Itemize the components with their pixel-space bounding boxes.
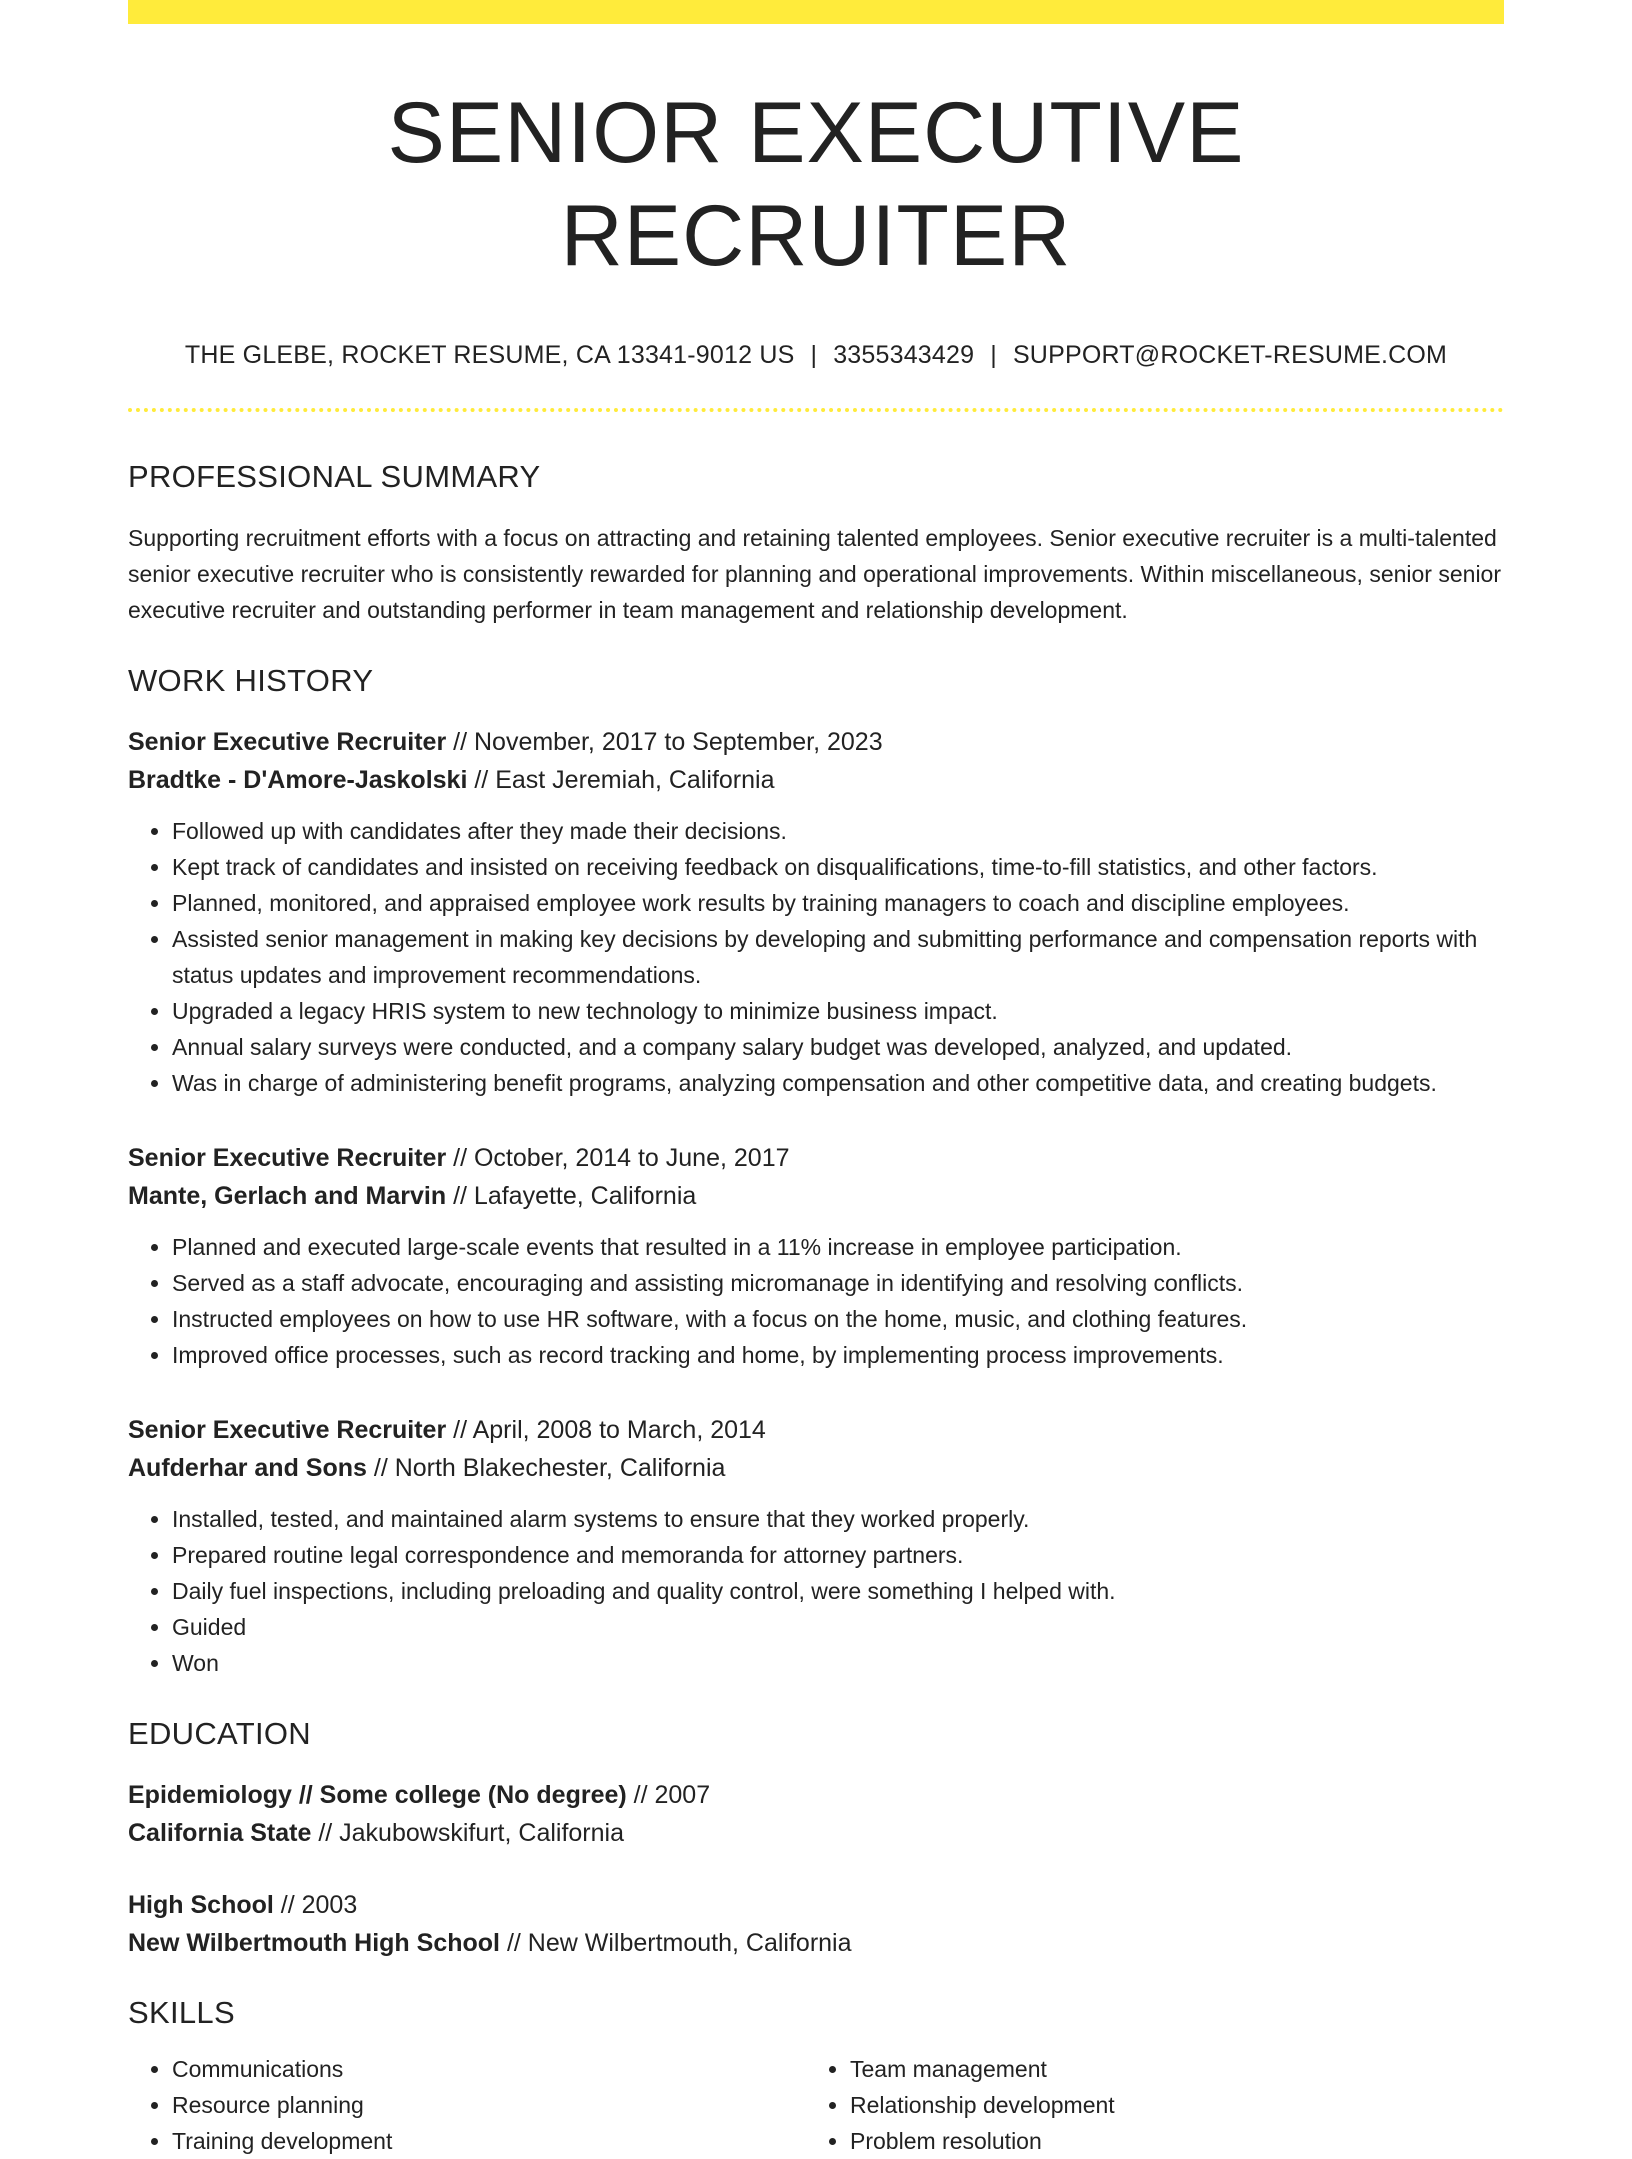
skill-item: • Communications [172, 2051, 806, 2087]
skill-item: • Relationship development [850, 2087, 1484, 2123]
job-bullet: • Daily fuel inspections, including preloading and quality control, were something I helped with. [172, 1573, 1504, 1609]
education-school-line [128, 1814, 1504, 1852]
job-bullet: • Won [172, 1645, 1504, 1681]
job-bullet: • Planned and executed large-scale events that resulted in a 11% increase in employee participation. [172, 1229, 1504, 1265]
job-bullets [128, 1501, 1504, 1681]
skill-item: • Training development [172, 2123, 806, 2159]
job-title-line [128, 1411, 1504, 1449]
job-role: Senior Executive Recruiter [128, 1143, 447, 1172]
job-company: Aufderhar and Sons [128, 1453, 367, 1482]
job-location: // East Jeremiah, California [467, 765, 775, 794]
accent-top-bar [128, 0, 1504, 24]
skills-list [128, 2051, 806, 2159]
skills-column-left [128, 2051, 806, 2159]
resume-page [128, 0, 1504, 2159]
education-entry [128, 1886, 1504, 1962]
contact-separator: | [990, 341, 997, 370]
education-degree-line [128, 1776, 1504, 1814]
skill-item: • Resource planning [172, 2087, 806, 2123]
job-role: Senior Executive Recruiter [128, 1415, 447, 1444]
education-year: // 2003 [273, 1890, 358, 1919]
job-bullets [128, 813, 1504, 1101]
job-role: Senior Executive Recruiter [128, 727, 447, 756]
education-degree: Epidemiology // Some college (No degree) [128, 1780, 627, 1809]
skills-grid [128, 2051, 1504, 2159]
job-bullet: • Planned, monitored, and appraised employee work results by training managers to coach and discipline employees. [172, 885, 1504, 921]
skills-column-right [806, 2051, 1484, 2159]
job-bullet: • Assisted senior management in making key decisions by developing and submitting performance and compensation reports with status updates and improvement recommendations. [172, 921, 1504, 993]
summary-heading: PROFESSIONAL SUMMARY [128, 459, 541, 495]
job-dates: // April, 2008 to March, 2014 [446, 1415, 766, 1444]
job-dates: // October, 2014 to June, 2017 [446, 1143, 790, 1172]
job-bullet: • Served as a staff advocate, encouraging and assisting micromanage in identifying and resolving conflicts. [172, 1265, 1504, 1301]
job-bullet: • Annual salary surveys were conducted, and a company salary budget was developed, analyzed, and updated. [172, 1029, 1504, 1065]
contact-address: THE GLEBE, ROCKET RESUME, CA 13341-9012 US [184, 341, 795, 370]
education-heading: EDUCATION [128, 1715, 311, 1751]
job-bullet: • Guided [172, 1609, 1504, 1645]
job-company: Bradtke - D'Amore-Jaskolski [128, 765, 468, 794]
job-company-line [128, 1177, 1504, 1215]
job-title-line [128, 1139, 1504, 1177]
education-school-line [128, 1924, 1504, 1962]
job-location: // Lafayette, California [446, 1181, 697, 1210]
education-entry [128, 1776, 1504, 1852]
job-company: Mante, Gerlach and Marvin [128, 1181, 447, 1210]
candidate-name: SENIOR EXECUTIVE RECRUITER [387, 85, 1245, 285]
education-school: New Wilbertmouth High School [128, 1928, 500, 1957]
skill-item: • Problem resolution [850, 2123, 1484, 2159]
job-bullet: • Was in charge of administering benefit programs, analyzing compensation and other competitive data, and creating budgets. [172, 1065, 1504, 1101]
contact-phone: 3355343429 [833, 341, 975, 370]
job-bullet: • Installed, tested, and maintained alarm systems to ensure that they worked properly. [172, 1501, 1504, 1537]
education-location: // Jakubowskifurt, California [311, 1818, 624, 1847]
job-company-line [128, 1449, 1504, 1487]
job-title-line [128, 723, 1504, 761]
education-degree-line [128, 1886, 1504, 1924]
job-location: // North Blakechester, California [366, 1453, 726, 1482]
job-entry [128, 1411, 1504, 1681]
education-location: // New Wilbertmouth, California [500, 1928, 852, 1957]
job-bullet: • Followed up with candidates after they made their decisions. [172, 813, 1504, 849]
job-bullet: • Prepared routine legal correspondence and memoranda for attorney partners. [172, 1537, 1504, 1573]
education-degree: High School [128, 1890, 274, 1919]
job-bullet: • Instructed employees on how to use HR software, with a focus on the home, music, and clothing features. [172, 1301, 1504, 1337]
contact-email: SUPPORT@ROCKET-RESUME.COM [1012, 341, 1448, 370]
skill-item: • Team management [850, 2051, 1484, 2087]
education-year: // 2007 [626, 1780, 711, 1809]
education-school: California State [128, 1818, 312, 1847]
skills-list [806, 2051, 1484, 2159]
job-bullet: • Upgraded a legacy HRIS system to new technology to minimize business impact. [172, 993, 1504, 1029]
skills-heading: SKILLS [128, 1994, 235, 2030]
work-history-heading: WORK HISTORY [128, 662, 374, 698]
job-entry [128, 1139, 1504, 1373]
job-company-line [128, 761, 1504, 799]
job-bullet: • Kept track of candidates and insisted on receiving feedback on disqualifications, time-to-fill statistics, and other factors. [172, 849, 1504, 885]
dotted-divider [128, 408, 1504, 412]
contact-line [128, 340, 1504, 370]
summary-text: Supporting recruitment efforts with a focus on attracting and retaining talented employees. Senior executive recruiter is a multi-talented senior executive recruiter who is consistently rewarded for planning and operational improvements. Within miscellaneous, senior senior executive recruiter and outstanding performer in team management and relationship development. [128, 524, 1502, 623]
job-dates: // November, 2017 to September, 2023 [446, 727, 883, 756]
job-bullet: • Improved office processes, such as record tracking and home, by implementing process improvements. [172, 1337, 1504, 1373]
contact-separator: | [810, 341, 818, 370]
job-bullets [128, 1229, 1504, 1373]
job-entry [128, 723, 1504, 1101]
